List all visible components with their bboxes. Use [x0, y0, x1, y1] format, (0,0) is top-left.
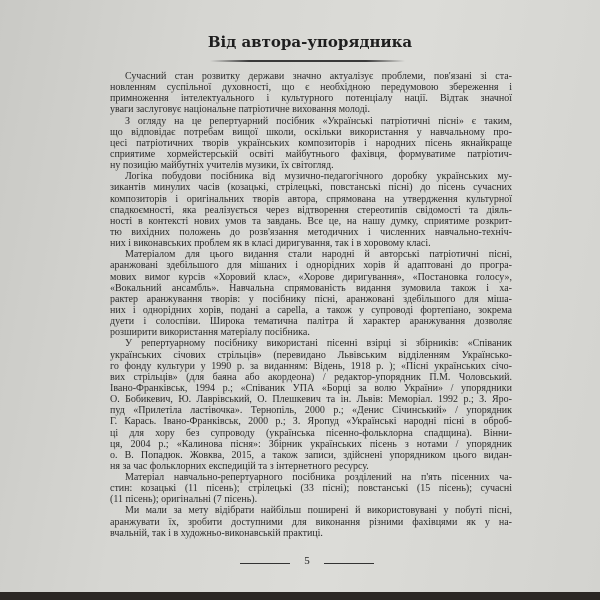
- paragraph: [110, 116, 512, 172]
- text-line: уваги заслуговує національне патріотичне виховання молоді.: [110, 104, 370, 116]
- text-line: вчальній, так і в художньо-виконавській практиці.: [110, 527, 323, 539]
- text-line: У репертуарному посібнику використані пісенні взірці зі збірників: «Співаник: [125, 338, 512, 350]
- footer-rule-left: [240, 563, 290, 564]
- text-line: рактер аранжування творів: у посібнику пісні, аранжовані здебільшого для міша-: [110, 293, 512, 305]
- text-line: З огляду на це репертуарний посібник «Українські патріотичні пісні» є таким,: [125, 115, 512, 127]
- text-line: аранжувати їх, зробити доступними для виконання різними фахівцями як у на-: [110, 516, 512, 528]
- text-line: ці для хору без супроводу (українська пісенно-фольклорна спадщина). Вінни-: [110, 427, 512, 439]
- text-line: українських січових стрільців» (перевидано Львівським відділенням Українсько-: [110, 349, 512, 361]
- text-line: що відповідає потребам вищої школи, оскільки використання у навчальному про-: [110, 126, 512, 138]
- text-line: них і виконавських проблем як в класі диригування, так і в хоровому класі.: [110, 238, 431, 250]
- body-text: [110, 71, 512, 539]
- paragraph: [110, 472, 512, 505]
- text-line: них і однорідних хорів, подані a capella, а також у супроводі фортепіано, зокрема: [110, 304, 512, 316]
- text-line: зикантів минулих часів (козацькі, стрілецькі, повстанські пісні) до пісень сучасних: [110, 182, 512, 194]
- text-line: О. Бобикевич, Ю. Лаврівський, О. Плешкевич та ін. Львів: Меморіал. 1992 р.; З. Яро-: [110, 394, 512, 406]
- text-line: тю вихідних положень до розв'язання методичних і численних навчально-техніч-: [110, 226, 512, 238]
- text-line: го фонду культури у 1990 р. за виданням: Відень, 1918 р. ); «Пісні українських січо-: [110, 360, 512, 372]
- paragraph: [110, 71, 512, 116]
- text-line: о. В. Попадюк. Жовква, 2015, а також записи, здійснені упорядником цього видан-: [110, 449, 512, 461]
- text-line: «Вокальний ансамбль». Навчальна спрямованість видання зумовила також і ха-: [110, 282, 512, 294]
- text-line: ня за час фольклорних експедицій та з інтернетного ресурсу.: [110, 460, 369, 472]
- text-line: вих стрільців» (для баяна або акордеона) / редактор-упорядник П.М. Чоловський.: [110, 371, 512, 383]
- text-line: дуети і солоспіви. Широка тематична палітра й характер аранжування дозволяє: [110, 316, 512, 328]
- text-line: мових вимог курсів «Хоровий клас», «Хорове диригування», «Постановка голосу»,: [110, 271, 512, 283]
- text-line: Івано-Франківськ, 1994 р.; «Співаник УПА «Борці за волю України» / упорядники: [110, 382, 512, 394]
- text-line: ності в контексті нових умов та завдань. Все це, на нашу думку, сприятиме розкрит-: [110, 215, 512, 227]
- text-line: (11 пісень); оригінальні (7 пісень).: [110, 494, 258, 506]
- paragraph: [110, 505, 512, 538]
- title-underline: [210, 60, 405, 62]
- paragraph: [110, 249, 512, 338]
- text-line: Сучасний стан розвитку держави значно актуалізує проблеми, пов'язані зі ста-: [125, 71, 512, 82]
- text-line: примноження інтелектуального і культурного потенціалу нації. Відтак значної: [110, 93, 512, 105]
- page-number: 5: [304, 555, 310, 567]
- paragraph: [110, 171, 512, 249]
- text-line: цесі патріотичних творів українських композиторів і народних пісень якнайкраще: [110, 137, 512, 149]
- text-line: Г. Карась. Івано-Франківськ, 2000 р.; З. Яропуд «Українські народні пісні в оброб-: [110, 416, 512, 428]
- text-line: сприятиме хормейстерській освіті майбутнього фахівця, формуватиме патріотич-: [110, 148, 512, 160]
- text-line: розширити використання матеріалу посібника.: [110, 327, 310, 339]
- text-line: Матеріалом для цього видання стали народні й авторські патріотичні пісні,: [125, 249, 512, 261]
- text-line: ну позицію майбутніх учителів музики, їх світогляд.: [110, 160, 334, 172]
- text-line: ця, 2004 р.; «Калинова пісня»: Збірник українських пісень з нотами / упорядник: [110, 438, 512, 450]
- page-title: Від автора-упорядника: [207, 33, 413, 51]
- text-line: аранжовані здебільшого для мішаних і однорідних хорів й адаптовані до програ-: [110, 260, 512, 272]
- text-line: стин: козацькі (11 пісень); стрілецькі (33 пісні); повстанські (15 пісень); сучасні: [110, 483, 512, 495]
- page-footer: [240, 555, 385, 571]
- text-line: Ми мали за мету відібрати найбільш поширені й використовувані у побуті пісні,: [125, 505, 512, 517]
- text-line: спадкоємності, яка реалізується через відтворення стереотипів свідомості та діяль-: [110, 204, 512, 216]
- paragraph: [110, 338, 512, 472]
- text-line: Логіка побудови посібника від музично-педагогічного доробку українських му-: [125, 171, 512, 183]
- text-line: пуд «Прилетіла ластівочка». Тернопіль, 2000 р.; «Денис Січинський» / упорядник: [110, 405, 512, 417]
- text-line: композиторів і оригінальних творів автора, спрямована на утвердження культурної: [110, 193, 512, 205]
- text-line: Матеріал навчально-репертуарного посібника розділений на п'ять пісенних ча-: [125, 472, 512, 484]
- text-line: новленням суспільної духовності, що є необхідною передумовою збереження і: [110, 82, 512, 94]
- footer-rule-right: [324, 563, 374, 564]
